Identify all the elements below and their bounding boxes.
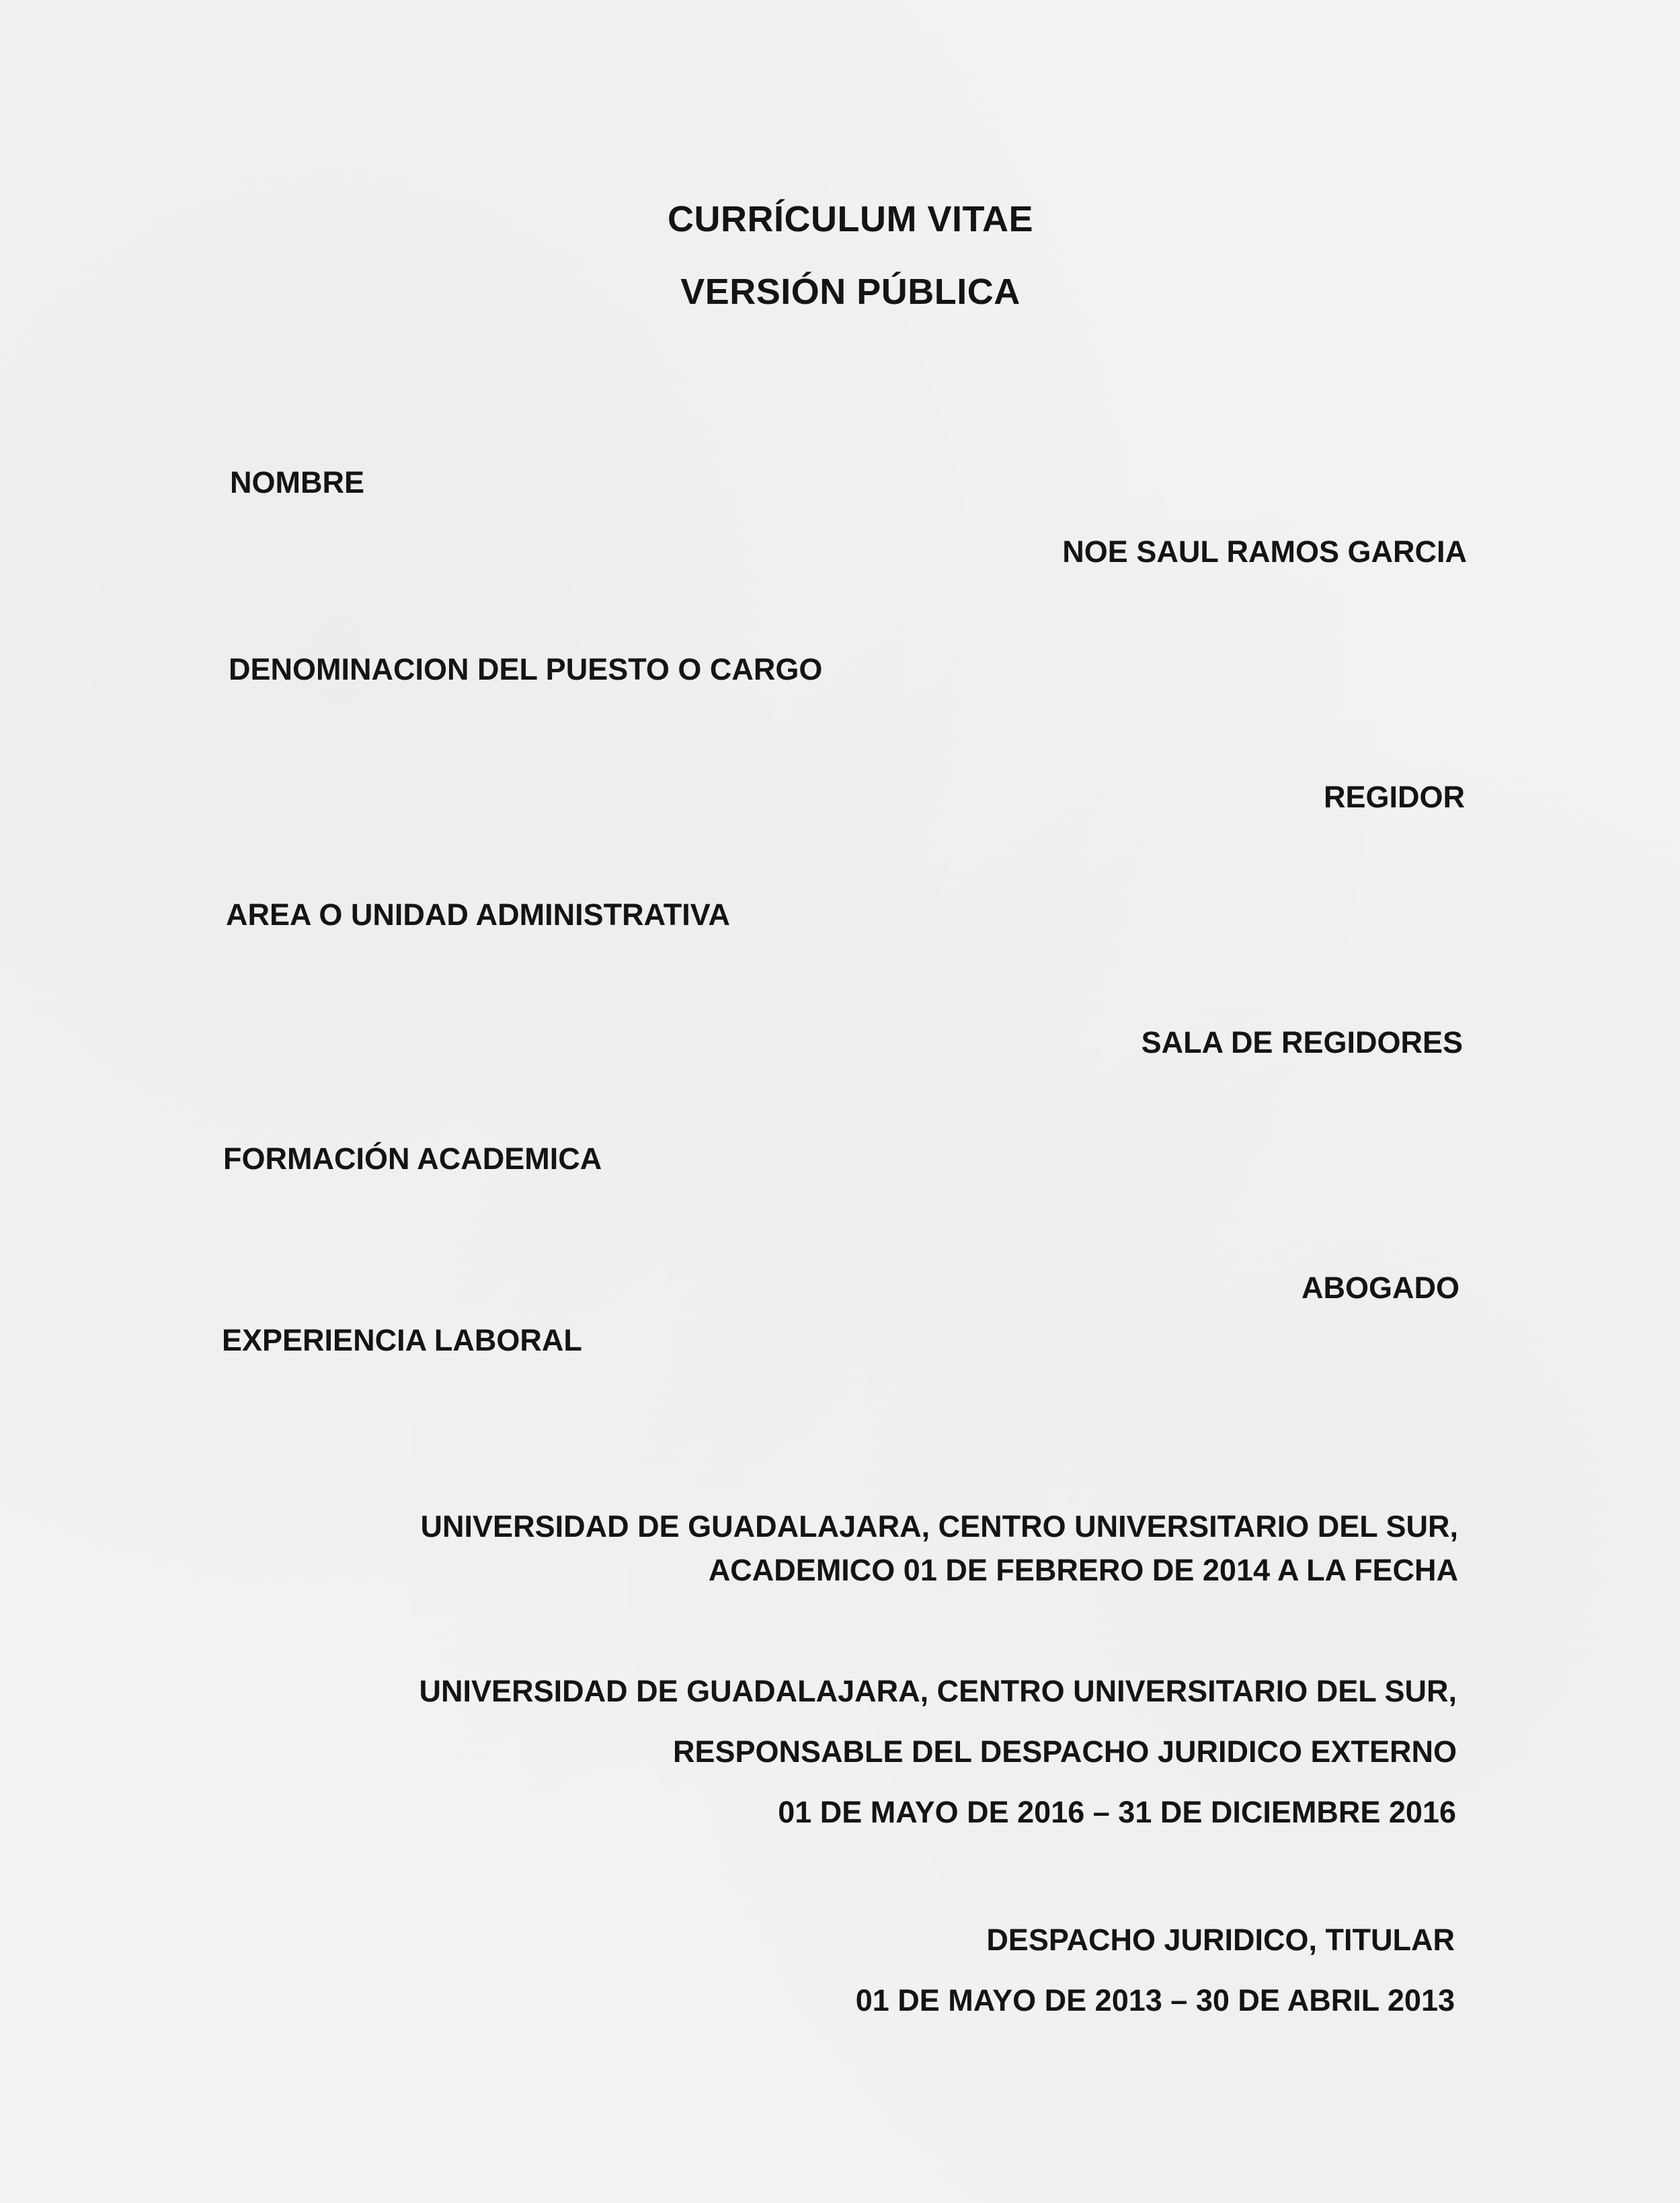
experience-item-3-line-2: 01 DE MAYO DE 2013 – 30 DE ABRIL 2013 [855,1983,1455,2017]
experiencia-label: EXPERIENCIA LABORAL [222,1323,582,1357]
document-subtitle: VERSIÓN PÚBLICA [680,272,1021,312]
experience-item-1-line-1: UNIVERSIDAD DE GUADALAJARA, CENTRO UNIVERSITARIO DEL SUR, [420,1509,1458,1544]
experience-item-3-line-1: DESPACHO JURIDICO, TITULAR [986,1923,1455,1957]
puesto-value: REGIDOR [1323,780,1465,814]
puesto-label: DENOMINACION DEL PUESTO O CARGO [229,652,823,686]
formacion-label: FORMACIÓN ACADEMICA [223,1141,602,1176]
document-title: CURRÍCULUM VITAE [668,199,1033,239]
nombre-label: NOMBRE [230,465,364,499]
area-label: AREA O UNIDAD ADMINISTRATIVA [226,897,730,932]
nombre-value: NOE SAUL RAMOS GARCIA [1062,534,1467,569]
experience-item-1-line-2: ACADEMICO 01 DE FEBRERO DE 2014 A LA FECHA [708,1553,1458,1587]
experience-item-2-line-3: 01 DE MAYO DE 2016 – 31 DE DICIEMBRE 2016 [778,1795,1456,1829]
formacion-value: ABOGADO [1302,1271,1459,1305]
experience-item-2-line-2: RESPONSABLE DEL DESPACHO JURIDICO EXTERNO [672,1734,1457,1769]
area-value: SALA DE REGIDORES [1141,1025,1463,1059]
experience-item-2-line-1: UNIVERSIDAD DE GUADALAJARA, CENTRO UNIVERSITARIO DEL SUR, [419,1674,1457,1708]
